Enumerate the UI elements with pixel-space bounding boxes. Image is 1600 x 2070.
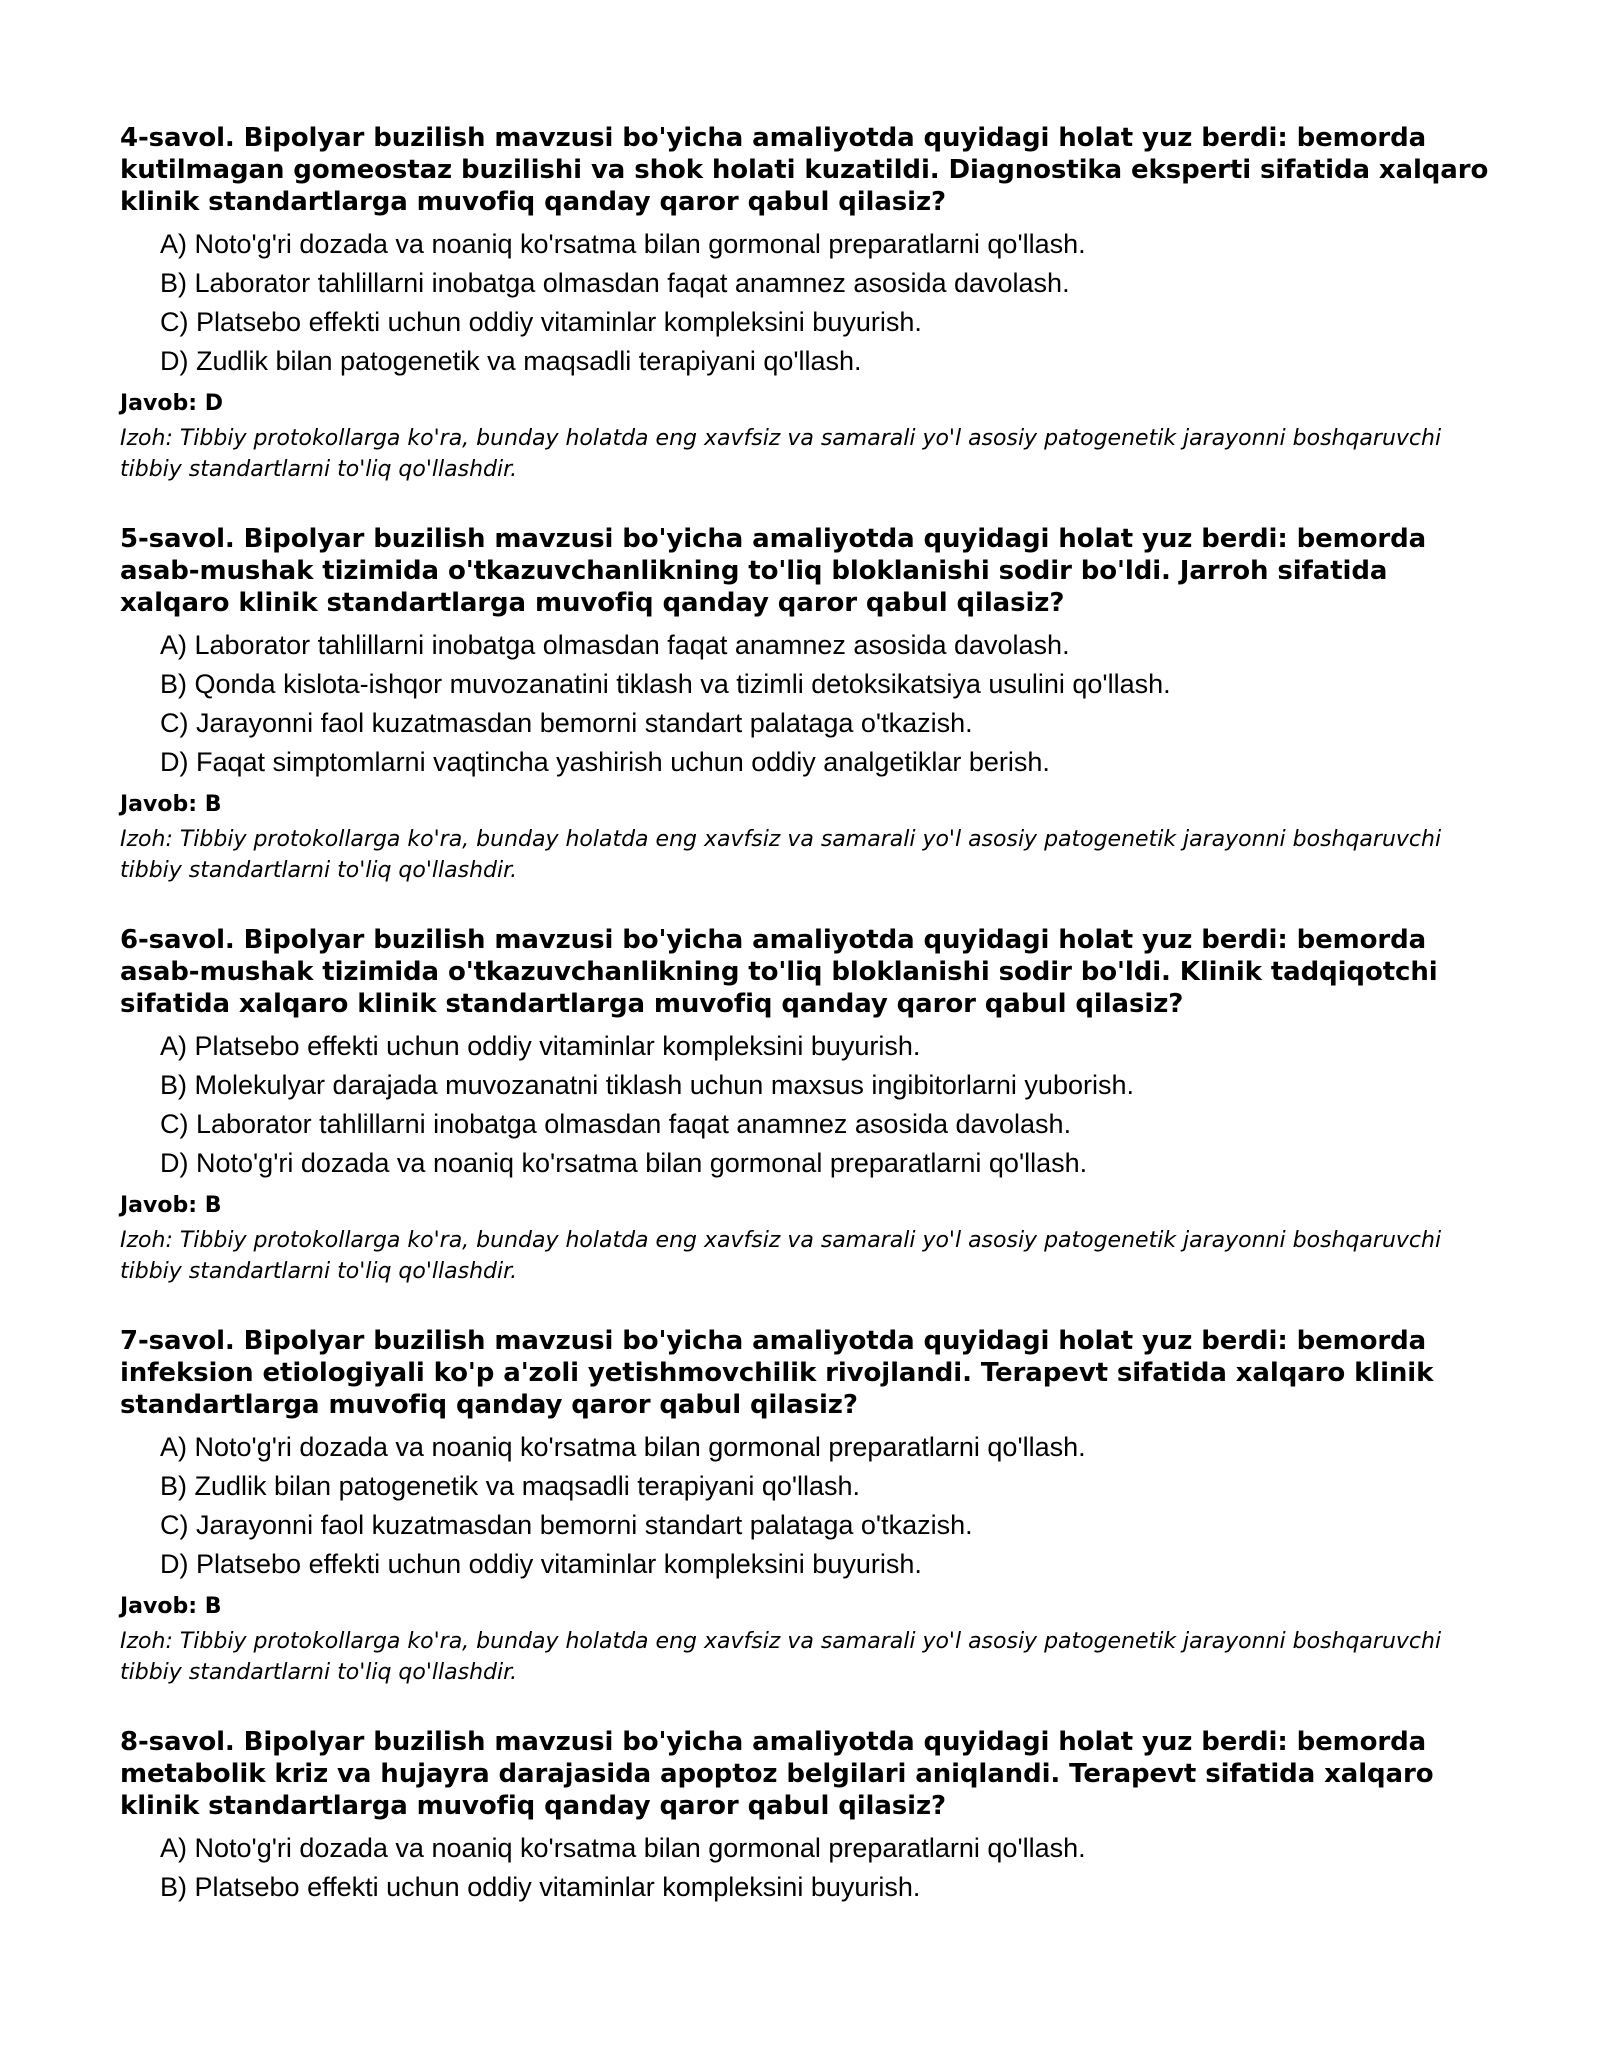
explanation-note: Izoh: Tibbiy protokollarga ko'ra, bunday holatda eng xavfsiz va samarali yo'l asosiy patogenetik jarayonni boshqaruvchi tibbiy standartlarni to'liq qo'llashdir.: [120, 827, 1442, 883]
option-b: B) Laborator tahlillarni inobatga olmasdan faqat anamnez asosida davolash.: [160, 268, 1070, 298]
option-c: C) Jarayonni faol kuzatmasdan bemorni standart palataga o'tkazish.: [160, 1510, 973, 1540]
question-text: 4-savol. Bipolyar buzilish mavzusi bo'yicha amaliyotda quyidagi holat yuz berdi: bemorda kutilmagan gomeostaz buzilishi va shok holati kuzatildi. Diagnostika eksperti sifatida xalqaro klinik standartlarga muvofiq qanday qaror qabul qilasiz?: [120, 123, 1489, 217]
answer-label: Javob: B: [120, 1594, 222, 1619]
option-c: C) Platsebo effekti uchun oddiy vitaminlar kompleksini buyurish.: [160, 307, 922, 337]
option-a: A) Noto'g'ri dozada va noaniq ko'rsatma bilan gormonal preparatlarni qo'llash.: [160, 1432, 1086, 1462]
question-text: 5-savol. Bipolyar buzilish mavzusi bo'yicha amaliyotda quyidagi holat yuz berdi: bemorda asab-mushak tizimida o'tkazuvchanlikning to'liq bloklanishi sodir bo'ldi. Jarroh sifatida xalqaro klinik standartlarga muvofiq qanday qaror qabul qilasiz?: [120, 524, 1427, 618]
question-spacer: [120, 1287, 1500, 1325]
option-d: D) Faqat simptomlarni vaqtincha yashirish uchun oddiy analgetiklar berish.: [160, 747, 1050, 777]
option-d: D) Platsebo effekti uchun oddiy vitaminlar kompleksini buyurish.: [160, 1549, 922, 1579]
question-block: [120, 1325, 1500, 1688]
options-list: [120, 1428, 1500, 1584]
option-d: D) Zudlik bilan patogenetik va maqsadli terapiyani qo'llash.: [160, 346, 862, 376]
options-list: [120, 626, 1500, 782]
option-a: A) Noto'g'ri dozada va noaniq ko'rsatma bilan gormonal preparatlarni qo'llash.: [160, 229, 1086, 259]
answer-label: Javob: D: [120, 391, 223, 416]
option-a: A) Noto'g'ri dozada va noaniq ko'rsatma bilan gormonal preparatlarni qo'llash.: [160, 1833, 1086, 1863]
question-block: [120, 523, 1500, 886]
option-b: B) Molekulyar darajada muvozanatni tiklash uchun maxsus ingibitorlarni yuborish.: [160, 1070, 1134, 1100]
answer-label: Javob: B: [120, 792, 222, 817]
question-text: 7-savol. Bipolyar buzilish mavzusi bo'yicha amaliyotda quyidagi holat yuz berdi: bemorda infeksion etiologiyali ko'p a'zoli yetishmovchilik rivojlandi. Terapevt sifatida xalqaro klinik standartlarga muvofiq qanday qaror qabul qilasiz?: [120, 1326, 1434, 1420]
explanation-note: Izoh: Tibbiy protokollarga ko'ra, bunday holatda eng xavfsiz va samarali yo'l asosiy patogenetik jarayonni boshqaruvchi tibbiy standartlarni to'liq qo'llashdir.: [120, 426, 1442, 482]
question-spacer: [120, 1688, 1500, 1726]
document-page: [120, 122, 1500, 1907]
option-c: C) Laborator tahlillarni inobatga olmasdan faqat anamnez asosida davolash.: [160, 1109, 1072, 1139]
option-b: B) Zudlik bilan patogenetik va maqsadli terapiyani qo'llash.: [160, 1471, 861, 1501]
option-a: A) Laborator tahlillarni inobatga olmasdan faqat anamnez asosida davolash.: [160, 630, 1070, 660]
options-list: [120, 225, 1500, 381]
answer-label: Javob: B: [120, 1193, 222, 1218]
explanation-note: Izoh: Tibbiy protokollarga ko'ra, bunday holatda eng xavfsiz va samarali yo'l asosiy patogenetik jarayonni boshqaruvchi tibbiy standartlarni to'liq qo'llashdir.: [120, 1228, 1442, 1284]
option-b: B) Platsebo effekti uchun oddiy vitaminlar kompleksini buyurish.: [160, 1872, 921, 1902]
question-block: [120, 924, 1500, 1287]
question-spacer: [120, 485, 1500, 523]
options-list: [120, 1027, 1500, 1183]
question-text: 6-savol. Bipolyar buzilish mavzusi bo'yicha amaliyotda quyidagi holat yuz berdi: bemorda asab-mushak tizimida o'tkazuvchanlikning to'liq bloklanishi sodir bo'ldi. Klinik tadqiqotchi sifatida xalqaro klinik standartlarga muvofiq qanday qaror qabul qilasiz?: [120, 925, 1438, 1019]
question-block: [120, 1726, 1500, 1907]
option-b: B) Qonda kislota-ishqor muvozanatini tiklash va tizimli detoksikatsiya usulini qo'llash.: [160, 669, 1171, 699]
option-c: C) Jarayonni faol kuzatmasdan bemorni standart palataga o'tkazish.: [160, 708, 973, 738]
options-list: [120, 1829, 1500, 1907]
question-text: 8-savol. Bipolyar buzilish mavzusi bo'yicha amaliyotda quyidagi holat yuz berdi: bemorda metabolik kriz va hujayra darajasida apoptoz belgilari aniqlandi. Terapevt sifatida xalqaro klinik standartlarga muvofiq qanday qaror qabul qilasiz?: [120, 1727, 1434, 1821]
question-block: [120, 122, 1500, 485]
question-spacer: [120, 886, 1500, 924]
option-d: D) Noto'g'ri dozada va noaniq ko'rsatma bilan gormonal preparatlarni qo'llash.: [160, 1148, 1088, 1178]
explanation-note: Izoh: Tibbiy protokollarga ko'ra, bunday holatda eng xavfsiz va samarali yo'l asosiy patogenetik jarayonni boshqaruvchi tibbiy standartlarni to'liq qo'llashdir.: [120, 1629, 1442, 1685]
option-a: A) Platsebo effekti uchun oddiy vitaminlar kompleksini buyurish.: [160, 1031, 921, 1061]
